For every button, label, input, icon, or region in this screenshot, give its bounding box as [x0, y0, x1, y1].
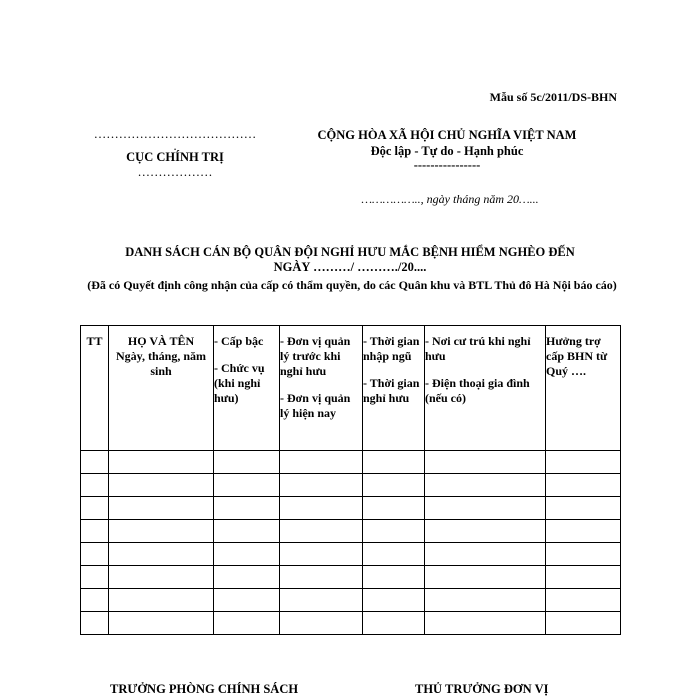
table-cell[interactable] [546, 543, 621, 566]
table-cell[interactable] [363, 497, 425, 520]
national-motto: Độc lập - Tự do - Hạnh phúc [370, 144, 524, 158]
table-cell[interactable] [280, 543, 363, 566]
personnel-table [80, 325, 621, 635]
table-cell[interactable] [81, 543, 109, 566]
table-cell[interactable] [546, 589, 621, 612]
agency-dotted-line-2: ……………… [137, 165, 213, 179]
table-cell[interactable] [109, 566, 214, 589]
title-line-1: DANH SÁCH CÁN BỘ QUÂN ĐỘI NGHỈ HƯU MẮC BỆNH HIỂM NGHÈO ĐẾN [125, 245, 575, 259]
signature-unit-commander: THỦ TRƯỞNG ĐƠN VỊ [415, 682, 549, 696]
table-cell[interactable] [109, 612, 214, 635]
table-cell[interactable] [425, 566, 546, 589]
form-number: Mẫu số 5c/2011/DS-BHN [489, 90, 617, 104]
table-cell[interactable] [425, 543, 546, 566]
table-cell[interactable] [546, 497, 621, 520]
table-cell[interactable] [363, 612, 425, 635]
header-address: - Nơi cư trú khi nghỉ hưu - Điện thoại gia đình (nếu có) [425, 326, 546, 451]
table-cell[interactable] [109, 520, 214, 543]
table-row [81, 589, 621, 612]
national-header [292, 127, 602, 171]
document-title [90, 245, 610, 275]
table-cell[interactable] [546, 520, 621, 543]
table-cell[interactable] [81, 451, 109, 474]
table-row [81, 612, 621, 635]
document-subtitle: (Đã có Quyết định công nhận của cấp có thẩm quyền, do các Quân khu và BTL Thủ đô Hà Nội báo cáo) [87, 278, 617, 292]
table-cell[interactable] [363, 451, 425, 474]
table-cell[interactable] [214, 497, 280, 520]
header-unit: - Đơn vị quản lý trước khi nghỉ hưu - Đơn vị quản lý hiện nay [280, 326, 363, 451]
table-cell[interactable] [81, 474, 109, 497]
table-cell[interactable] [214, 589, 280, 612]
agency-dot: . [173, 139, 177, 153]
table-cell[interactable] [425, 497, 546, 520]
table-row [81, 520, 621, 543]
date-line: …………….., ngày tháng năm 20…... [361, 192, 539, 206]
table-cell[interactable] [425, 612, 546, 635]
issuing-agency-block [80, 127, 270, 180]
table-cell[interactable] [280, 589, 363, 612]
table-cell[interactable] [546, 566, 621, 589]
country-name: CỘNG HÒA XÃ HỘI CHỦ NGHĨA VIỆT NAM [317, 128, 577, 142]
table-cell[interactable] [363, 589, 425, 612]
table-cell[interactable] [109, 497, 214, 520]
table-cell[interactable] [81, 520, 109, 543]
table-row [81, 543, 621, 566]
table-cell[interactable] [546, 612, 621, 635]
table-row [81, 566, 621, 589]
table-cell[interactable] [363, 474, 425, 497]
header-benefit: Hưởng trợ cấp BHN từ Quý …. [546, 326, 621, 451]
header-rank: - Cấp bậc - Chức vụ (khi nghỉ hưu) [214, 326, 280, 451]
table-cell[interactable] [81, 612, 109, 635]
table-cell[interactable] [425, 589, 546, 612]
table-cell[interactable] [425, 474, 546, 497]
table-cell[interactable] [363, 543, 425, 566]
table-cell[interactable] [546, 474, 621, 497]
table-cell[interactable] [425, 520, 546, 543]
table-cell[interactable] [214, 566, 280, 589]
table-cell[interactable] [109, 589, 214, 612]
table-cell[interactable] [81, 497, 109, 520]
table-header-row [81, 326, 621, 451]
header-time: - Thời gian nhập ngũ - Thời gian nghỉ hưu [363, 326, 425, 451]
table-cell[interactable] [425, 451, 546, 474]
signature-policy-head: TRƯỞNG PHÒNG CHÍNH SÁCH [110, 682, 299, 696]
table-cell[interactable] [280, 497, 363, 520]
table-cell[interactable] [214, 612, 280, 635]
table-cell[interactable] [109, 451, 214, 474]
table-cell[interactable] [109, 543, 214, 566]
table-cell[interactable] [109, 474, 214, 497]
motto-underline: ---------------- [413, 158, 481, 172]
agency-name: CỤC CHÍNH TRỊ [126, 150, 224, 164]
table-cell[interactable] [214, 520, 280, 543]
table-row [81, 474, 621, 497]
table-cell[interactable] [81, 566, 109, 589]
header-name: HỌ VÀ TÊN Ngày, tháng, năm sinh [109, 326, 214, 451]
table-cell[interactable] [280, 451, 363, 474]
table-cell[interactable] [214, 474, 280, 497]
table-row [81, 451, 621, 474]
table-cell[interactable] [214, 451, 280, 474]
table-cell[interactable] [280, 612, 363, 635]
title-line-2: NGÀY ………/ ………./20.... [273, 260, 427, 274]
table-cell[interactable] [363, 566, 425, 589]
table-cell[interactable] [280, 566, 363, 589]
header-tt: TT [81, 326, 109, 451]
agency-dotted-line: ………………………………… [93, 127, 257, 141]
table-cell[interactable] [280, 474, 363, 497]
table-cell[interactable] [81, 589, 109, 612]
table-cell[interactable] [280, 520, 363, 543]
table-cell[interactable] [546, 451, 621, 474]
table-cell[interactable] [363, 520, 425, 543]
table-row [81, 497, 621, 520]
table-cell[interactable] [214, 543, 280, 566]
